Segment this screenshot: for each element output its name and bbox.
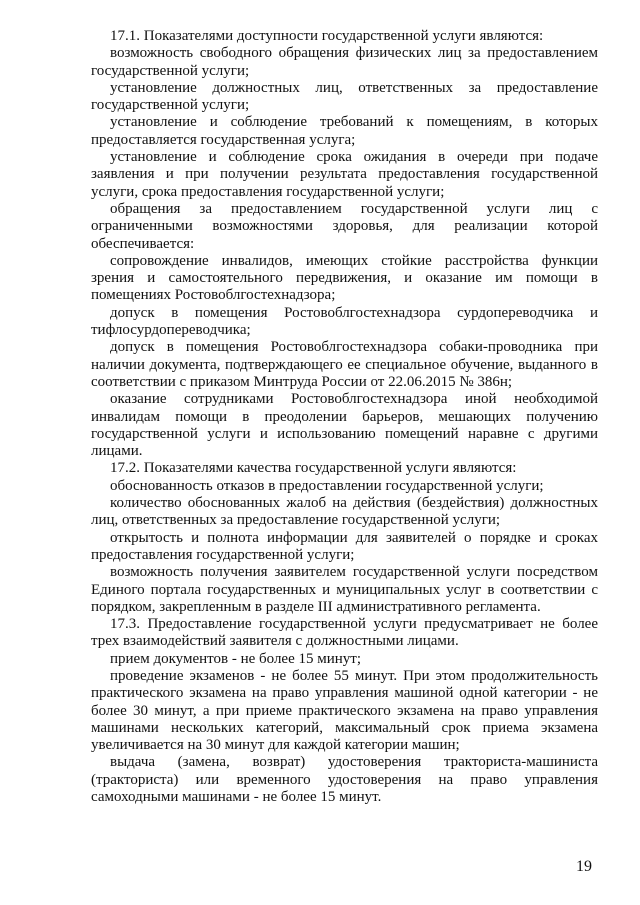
paragraph-responsible-officials: установление должностных лиц, ответственных за предоставление государственной услуги; [91, 79, 598, 114]
paragraph-escort: сопровождение инвалидов, имеющих стойкие расстройства функции зрения и самостоятельного передвижения, и оказание им помощи в помещениях Ростовоблгостехнадзора; [91, 252, 598, 304]
paragraph-document-intake: прием документов - не более 15 минут; [110, 650, 362, 667]
paragraph-sign-interpreter: допуск в помещения Ростовоблгостехнадзора сурдопереводчика и тифлосурдопереводчика; [91, 304, 598, 339]
paragraph-complaints: количество обоснованных жалоб на действия (бездействия) должностных лиц, ответственных за предоставление государственной услуги; [91, 495, 598, 529]
paragraph-staff-assistance: оказание сотрудниками Ростовоблгостехнадзора иной необходимой инвалидам помощи в преодолении барьеров, мешающих получению государственной услуги и использованию помещений наравне с другими лицами. [91, 391, 598, 460]
section-17-3-heading: 17.3. Предоставление государственной услуги предусматривает не более трех взаимодействий заявителя с должностными лицами. [91, 616, 598, 650]
paragraph-certificate-issue: выдача (замена, возврат) удостоверения тракториста-машиниста (тракториста) или временного удостоверения на право управления самоходными машинами - не более 15 минут. [91, 754, 598, 806]
paragraph-information: открытость и полнота информации для заявителей о порядке и сроках предоставления государственной услуги; [91, 529, 598, 563]
page-number: 19 [576, 858, 592, 875]
paragraph-refusals: обоснованность отказов в предоставлении государственной услуги; [110, 477, 544, 494]
paragraph-free-access: возможность свободного обращения физических лиц за предоставлением государственной услуги; [91, 45, 598, 79]
section-17-2-heading: 17.2. Показателями качества государственной услуги являются: [110, 460, 517, 477]
paragraph-premises-requirements: установление и соблюдение требований к помещениям, в которых предоставляется государственная услуга; [91, 114, 598, 148]
paragraph-waiting-time: установление и соблюдение срока ожидания в очереди при подаче заявления и при получении результата предоставления государственной услуги, срока предоставления государственной услуги; [91, 149, 598, 200]
paragraph-disabled-persons: обращения за предоставлением государственной услуги лиц с ограниченными возможностями здоровья, для реализации которой обеспечивается: [91, 200, 598, 252]
paragraph-guide-dog: допуск в помещения Ростовоблгостехнадзора собаки-проводника при наличии документа, подтверждающего ее специальное обучение, выданного в соответствии с приказом Минтруда России от 22.06.2015 № 386н; [91, 339, 598, 390]
section-17-1-heading: 17.1. Показателями доступности государственной услуги являются: [110, 28, 544, 44]
document-body [91, 28, 598, 806]
paragraph-unified-portal: возможность получения заявителем государственной услуги посредством Единого портала государственных и муниципальных услуг в соответствии с порядком, закрепленным в разделе III административного регламента. [91, 564, 598, 615]
paragraph-exams: проведение экзаменов - не более 55 минут. При этом продолжительность практического экзамена на право управления машиной одной категории - не более 30 минут, а при приеме практического экзамена на право управления машинами нескольких категорий, максимальный срок приема экзамена увеличивается на 30 минут для каждой категории машин; [91, 667, 598, 754]
